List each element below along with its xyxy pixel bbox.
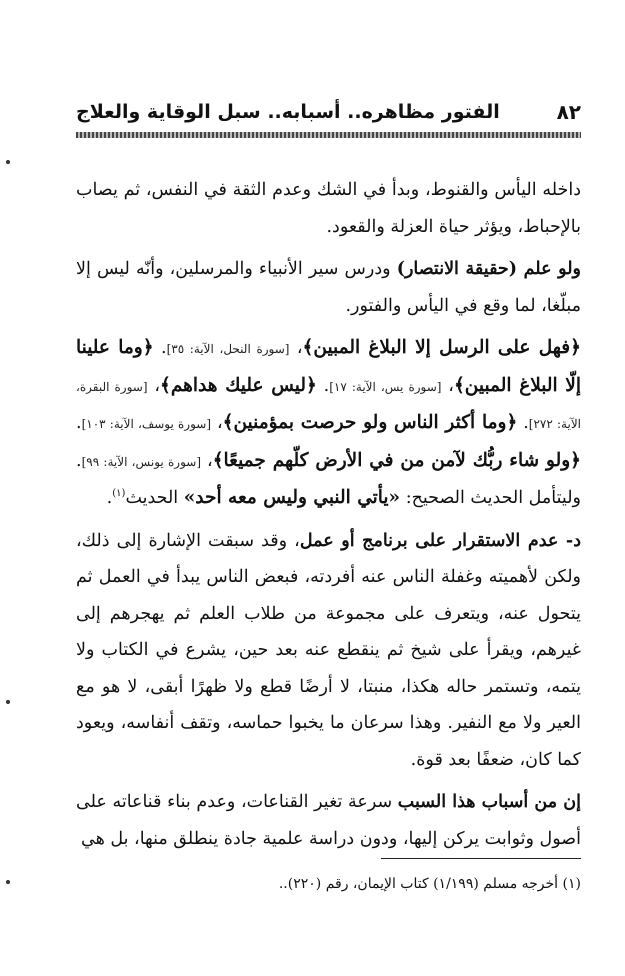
section-heading: د- عدم الاستقرار على برنامج أو عمل <box>299 530 581 551</box>
hadith-quote: «يأتي النبي وليس معه أحد» <box>183 487 401 508</box>
separator: . <box>517 413 529 433</box>
scan-speck <box>6 700 10 704</box>
paragraph-lead: ولو علم (حقيقة الانتصار) <box>396 259 581 279</box>
footnote: (١) أخرجه مسلم (١/١٩٩) كتاب الإيمان، رقم (٢٢٠).. <box>278 876 581 892</box>
separator: ، <box>201 450 213 471</box>
quran-verse: ﴿وما أكثر الناس ولو حرصت بمؤمنين﴾ <box>222 412 518 433</box>
separator: . <box>106 488 113 508</box>
paragraph-text: ، وقد سبقت الإشارة إلى ذلك، ولكن لأهميته وغفلة الناس عنه أفردته، فبعض الناس يبدأ في العمل ثم يتحول عنه، ويتعرف على مجموعة من طلاب العلم ثم يهجرهم إلى غيرهم، ويقرأ على شيخ ثم ينقطع عنه بعد حين، يشرع في الكتاب ولا يتمه، وتستمر حاله هكذا، منبتا، لا أرضًا قطع ولا ظهرًا أبقى، لا هو مع العير ولا مع النفير. وهذا سرعان ما يخبوا حماسه، وتقف أنفاسه، ويعود كما كان، ضعفًا بعد قوة. <box>76 530 581 770</box>
paragraph-lead: إن من أسباب هذا السبب <box>397 792 581 812</box>
verse-reference: [سورة يونس، الآية: ٩٩] <box>81 454 202 469</box>
paragraph-text: . وليتأمل الحديث الصحيح: <box>76 450 581 508</box>
page-number: ٨٢ <box>556 100 581 124</box>
footnote-marker[interactable]: (١) <box>112 488 126 500</box>
paragraph-1 <box>76 172 581 245</box>
separator: . <box>316 375 330 396</box>
paragraph-text: داخله اليأس والقنوط، وبدأ في الشك وعدم الثقة في النفس، ثم يصاب بالإحباط، ويؤثر حياة العزلة والقعود. <box>76 180 581 237</box>
separator: . <box>153 338 167 358</box>
separator: ، <box>441 375 454 396</box>
paragraph-section-d <box>76 523 581 779</box>
separator: . <box>76 413 82 433</box>
paragraph-2 <box>76 251 581 324</box>
verse-reference: [سورة يس، الآية: ١٧] <box>329 379 442 394</box>
running-title: الفتور مظاهره.. أسبابه.. سبل الوقاية والعلاج <box>76 101 500 123</box>
paragraph-5 <box>76 784 581 857</box>
separator: ، <box>211 413 223 433</box>
verse-reference: [سورة يوسف، الآية: ١٠٣] <box>81 417 212 431</box>
verse-reference: [سورة البقرة، الآية: ٢٧٢] <box>76 379 581 431</box>
paragraph-quotes <box>76 330 581 517</box>
paragraph-text: سرعة تغير القناعات، وعدم بناء قناعاته على أصول وثوابت يركن إليها، ودون دراسة علمية جادة ينطلق منها، بل هي <box>76 792 581 849</box>
paragraph-text: ودرس سير الأنبياء والمرسلين، وأنّه ليس إلا مبلّغا، لما وقع في اليأس والفتور. <box>76 259 581 316</box>
scan-speck <box>6 160 10 164</box>
scan-speck <box>6 880 10 884</box>
page-body <box>76 172 581 857</box>
footnote-divider <box>381 858 581 859</box>
quran-verse: ﴿ليس عليك هداهم﴾ <box>160 374 317 396</box>
paragraph-text: الحديث <box>125 488 184 508</box>
quran-verse: ﴿فهل على الرسل إلا البلاغ المبين﴾ <box>302 337 581 358</box>
separator: ، <box>289 338 303 358</box>
quran-verse: ﴿وما علينا إلّا البلاغ المبين﴾ <box>76 337 581 396</box>
separator: ، <box>147 375 160 396</box>
header-divider <box>76 132 581 138</box>
verse-reference: [سورة النحل، الآية: ٣٥] <box>166 342 290 356</box>
quran-verse: ﴿ولو شاء ربُّك لآمن من في الأرض كلّهم جميعًا﴾ <box>212 449 581 471</box>
running-header <box>76 96 581 128</box>
